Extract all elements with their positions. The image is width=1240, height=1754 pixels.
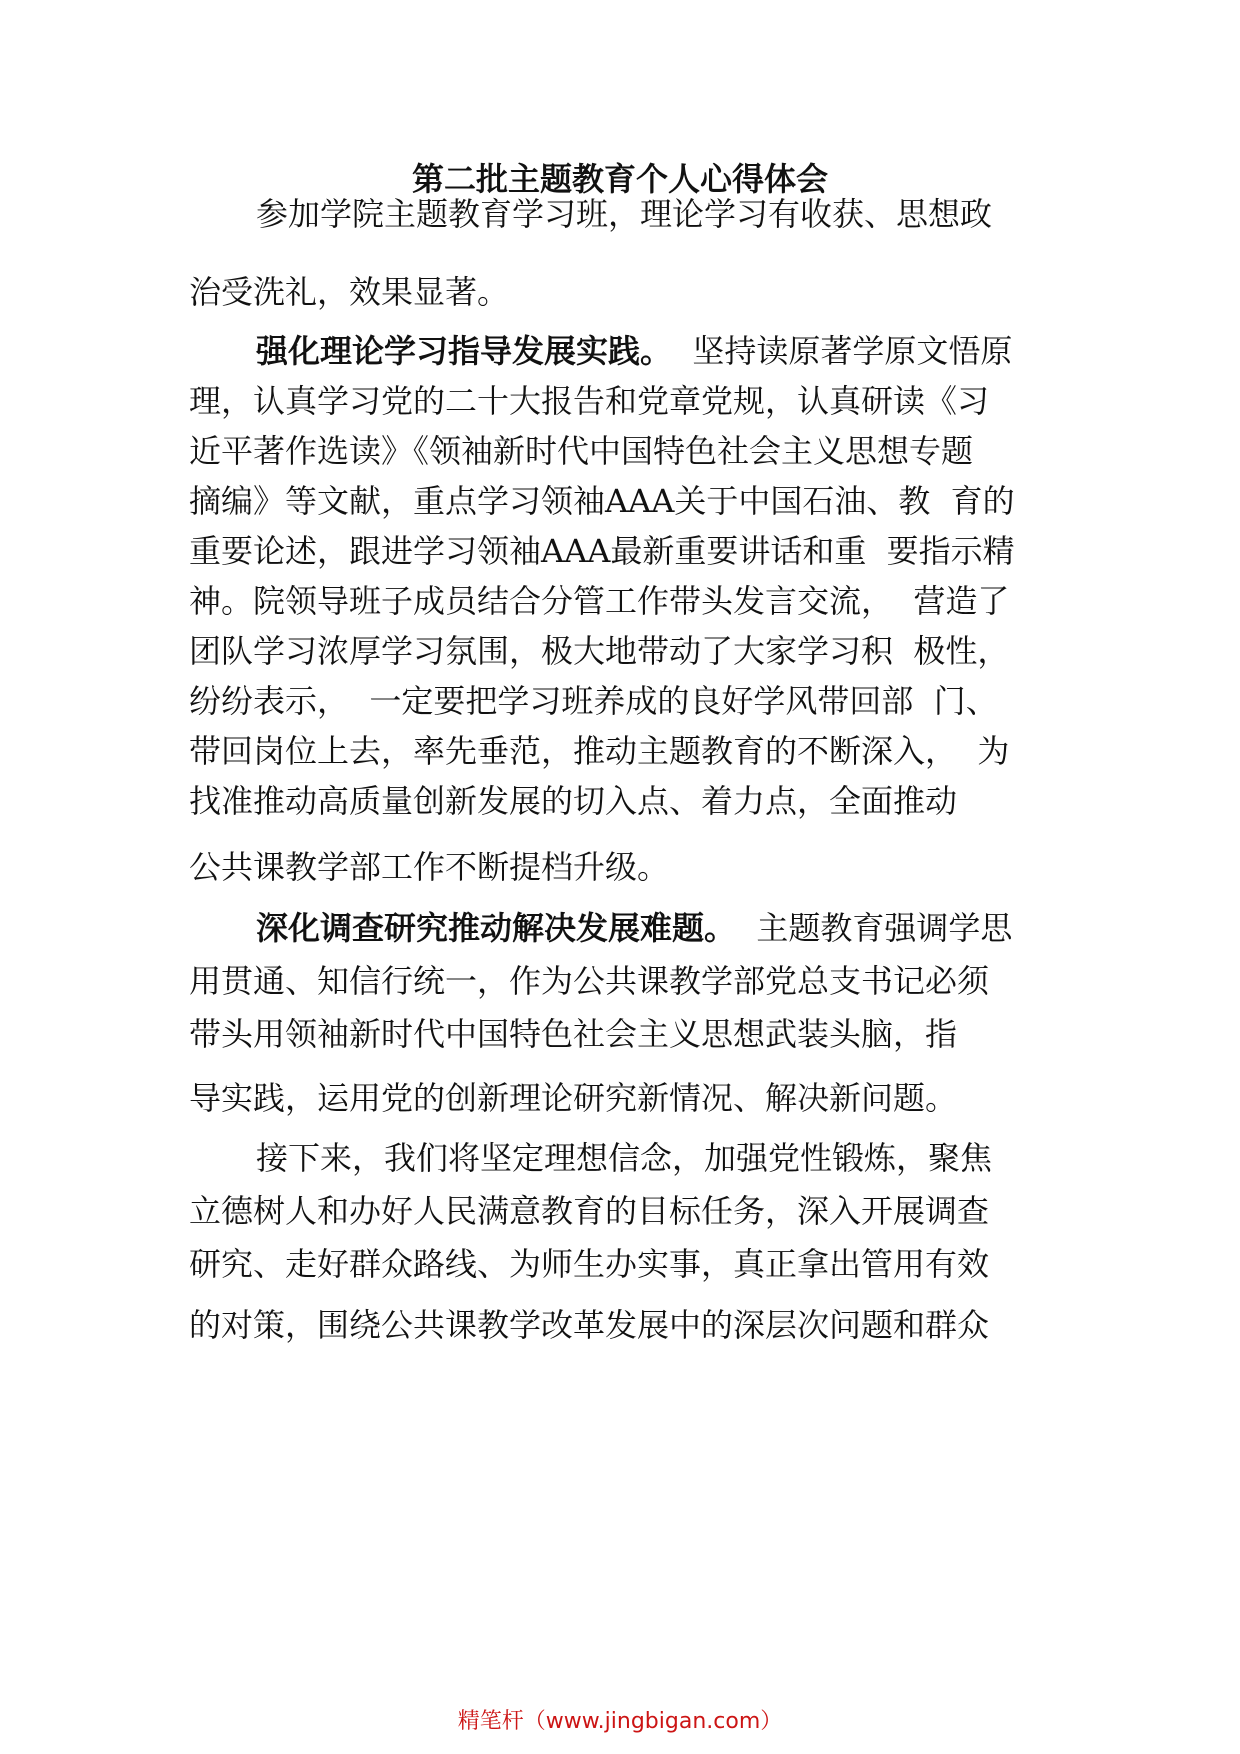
- section1-line: 带回岗位上去，率先垂范，推动主题教育的不断深入， 为: [189, 732, 1010, 770]
- section2-first-line: [256, 904, 1012, 952]
- section2-line1-text: 主题教育强调学思: [736, 909, 1013, 947]
- intro-line-2: 治受洗礼，效果显著。: [189, 273, 510, 311]
- section1-first-line: [256, 327, 1012, 375]
- section1-line: 纷纷表示， 一定要把学习班养成的良好学风带回部 门、: [189, 682, 998, 720]
- section1-line: 公共课教学部工作不断提档升级。: [189, 848, 670, 886]
- document-title: 第二批主题教育个人心得体会: [411, 160, 828, 198]
- section2-line: 用贯通、知信行统一，作为公共课教学部党总支书记必须: [189, 962, 990, 1000]
- section1-line: 重要论述，跟进学习领袖AAA最新重要讲话和重 要指示精: [189, 532, 1015, 570]
- site-footer-link[interactable]: 精笔杆（www.jingbigan.com）: [457, 1709, 783, 1734]
- section1-line: 神。院领导班子成员结合分管工作带头发言交流， 营造了: [189, 582, 1010, 620]
- intro-line-1: 参加学院主题教育学习班，理论学习有收获、思想政: [256, 195, 993, 233]
- section1-line1-text: 坚持读原著学原文悟原: [672, 332, 1013, 370]
- section2-heading: 深化调查研究推动解决发展难题。: [256, 909, 737, 947]
- section3-line: 立德树人和办好人民满意教育的目标任务，深入开展调查: [189, 1192, 990, 1230]
- section1-heading: 强化理论学习指导发展实践。: [256, 332, 673, 370]
- section2-line: 带头用领袖新时代中国特色社会主义思想武装头脑，指: [189, 1015, 958, 1053]
- section1-line: 找准推动高质量创新发展的切入点、着力点，全面推动: [189, 782, 958, 820]
- section1-line: 摘编》等文献，重点学习领袖AAA关于中国石油、教 育的: [189, 482, 1015, 520]
- section1-line: 近平著作选读》《领袖新时代中国特色社会主义思想专题: [189, 432, 974, 470]
- section2-line: 导实践，运用党的创新理论研究新情况、解决新问题。: [189, 1079, 958, 1117]
- section3-line: 研究、走好群众路线、为师生办实事，真正拿出管用有效: [189, 1245, 990, 1283]
- section1-line: 理，认真学习党的二十大报告和党章党规，认真研读《习: [189, 382, 990, 420]
- section1-line: 团队学习浓厚学习氛围，极大地带动了大家学习积 极性，: [189, 632, 1010, 670]
- section3-first-line: 接下来，我们将坚定理想信念，加强党性锻炼，聚焦: [256, 1139, 993, 1177]
- section3-line: 的对策，围绕公共课教学改革发展中的深层次问题和群众: [189, 1306, 990, 1344]
